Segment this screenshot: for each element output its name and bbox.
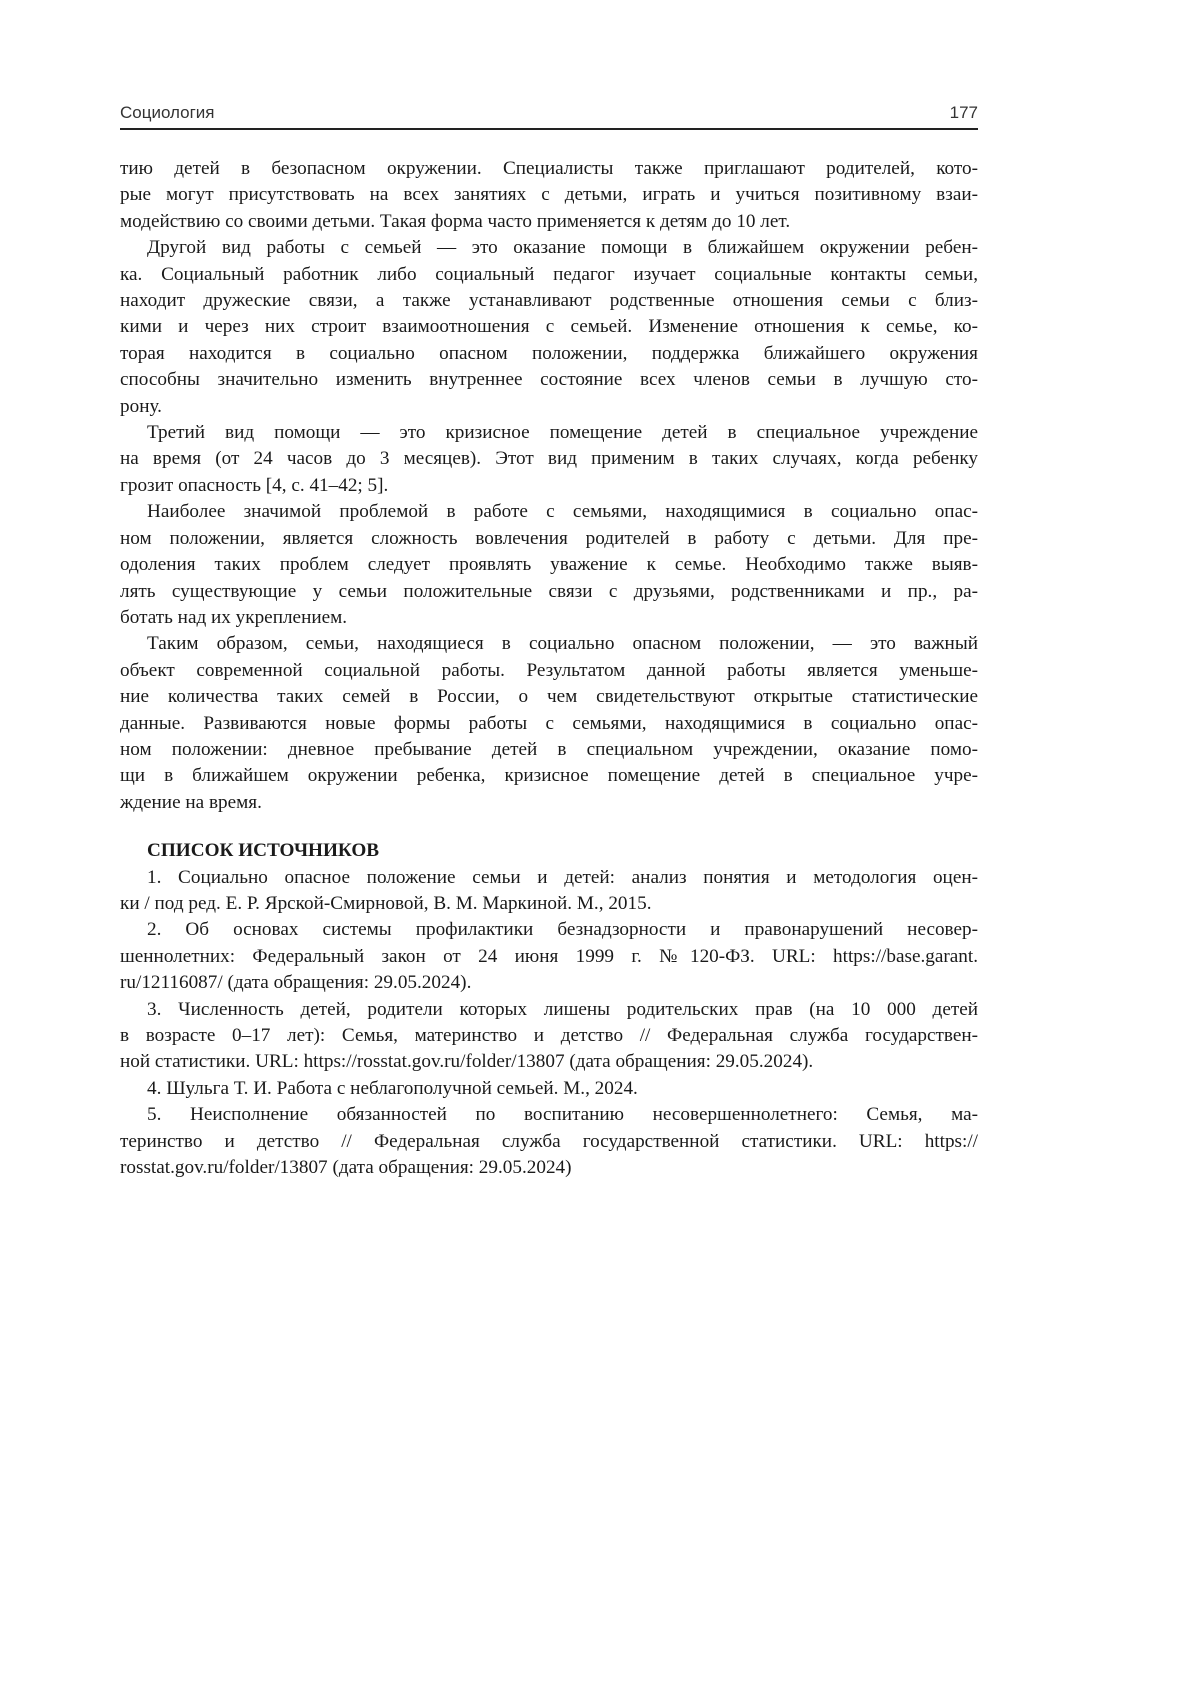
text-line: ка. Социальный работник либо социальный педагог изучает социальные контакты семьи, [120,262,978,288]
text-line: ной статистики. URL: https://rosstat.gov.ru/folder/13807 (дата обращения: 29.05.2024). [120,1049,978,1075]
text-line: рону. [120,394,978,420]
text-line: в возрасте 0–17 лет): Семья, материнство и детство // Федеральная служба государствен- [120,1023,978,1049]
text-line: Другой вид работы с семьей — это оказание помощи в ближайшем окружении ребен- [120,235,978,261]
text-line: грозит опасность [4, с. 41–42; 5]. [120,473,978,499]
text-line: теринство и детство // Федеральная служба государственной статистики. URL: https:// [120,1129,978,1155]
references-list [120,865,978,1182]
paragraph [120,499,978,631]
text-line: объект современной социальной работы. Результатом данной работы является уменьше- [120,658,978,684]
paragraph [120,420,978,499]
text-line: 1. Социально опасное положение семьи и детей: анализ понятия и методология оцен- [120,865,978,891]
references-heading: СПИСОК ИСТОЧНИКОВ [120,838,978,864]
text-line: 2. Об основах системы профилактики безнадзорности и правонарушений несовер- [120,917,978,943]
reference-item [120,1102,978,1181]
reference-item [120,917,978,996]
paragraph [120,235,978,420]
reference-item [120,865,978,918]
text-line: 3. Численность детей, родители которых лишены родительских прав (на 10 000 детей [120,997,978,1023]
text-line: ждение на время. [120,790,978,816]
text-line: ном положении, является сложность вовлечения родителей в работу с детьми. Для пре- [120,526,978,552]
text-line: на время (от 24 часов до 3 месяцев). Этот вид применим в таких случаях, когда ребенку [120,446,978,472]
text-line: лять существующие у семьи положительные связи с друзьями, родственниками и пр., ра- [120,579,978,605]
text-line: модействию со своими детьми. Такая форма часто применяется к детям до 10 лет. [120,209,978,235]
page-body [120,156,978,1181]
reference-item [120,1076,978,1102]
section-title: Социология [120,103,215,123]
text-line: находит дружеские связи, а также устанавливают родственные отношения семьи с близ- [120,288,978,314]
reference-item [120,997,978,1076]
running-header [120,100,978,130]
text-line: способны значительно изменить внутреннее состояние всех членов семьи в лучшую сто- [120,367,978,393]
text-line: Третий вид помощи — это кризисное помещение детей в специальное учреждение [120,420,978,446]
page-number: 177 [950,103,978,123]
text-line: ки / под ред. Е. Р. Ярской-Смирновой, В. М. Маркиной. М., 2015. [120,891,978,917]
text-line: рые могут присутствовать на всех занятиях с детьми, играть и учиться позитивному взаи- [120,182,978,208]
text-line: rosstat.gov.ru/folder/13807 (дата обращения: 29.05.2024) [120,1155,978,1181]
text-line: тию детей в безопасном окружении. Специалисты также приглашают родителей, кото- [120,156,978,182]
text-line: одоления таких проблем следует проявлять уважение к семье. Необходимо также выяв- [120,552,978,578]
text-line: щи в ближайшем окружении ребенка, кризисное помещение детей в специальное учре- [120,763,978,789]
text-line: Наиболее значимой проблемой в работе с семьями, находящимися в социально опас- [120,499,978,525]
text-line: ном положении: дневное пребывание детей в специальном учреждении, оказание помо- [120,737,978,763]
text-line: ние количества таких семей в России, о чем свидетельствуют открытые статистические [120,684,978,710]
paragraph [120,156,978,235]
text-line: 4. Шульга Т. И. Работа с неблагополучной семьей. М., 2024. [120,1076,978,1102]
text-line: кими и через них строит взаимоотношения с семьей. Изменение отношения к семье, ко- [120,314,978,340]
text-line: ru/12116087/ (дата обращения: 29.05.2024). [120,970,978,996]
main-text [120,156,978,816]
text-line: Таким образом, семьи, находящиеся в социально опасном положении, — это важный [120,631,978,657]
text-line: 5. Неисполнение обязанностей по воспитанию несовершеннолетнего: Семья, ма- [120,1102,978,1128]
text-line: торая находится в социально опасном положении, поддержка ближайшего окружения [120,341,978,367]
text-line: данные. Развиваются новые формы работы с семьями, находящимися в социально опас- [120,711,978,737]
text-line: ботать над их укреплением. [120,605,978,631]
paragraph [120,631,978,816]
text-line: шеннолетних: Федеральный закон от 24 июня 1999 г. №120-ФЗ. URL: https://base.garant. [120,944,978,970]
